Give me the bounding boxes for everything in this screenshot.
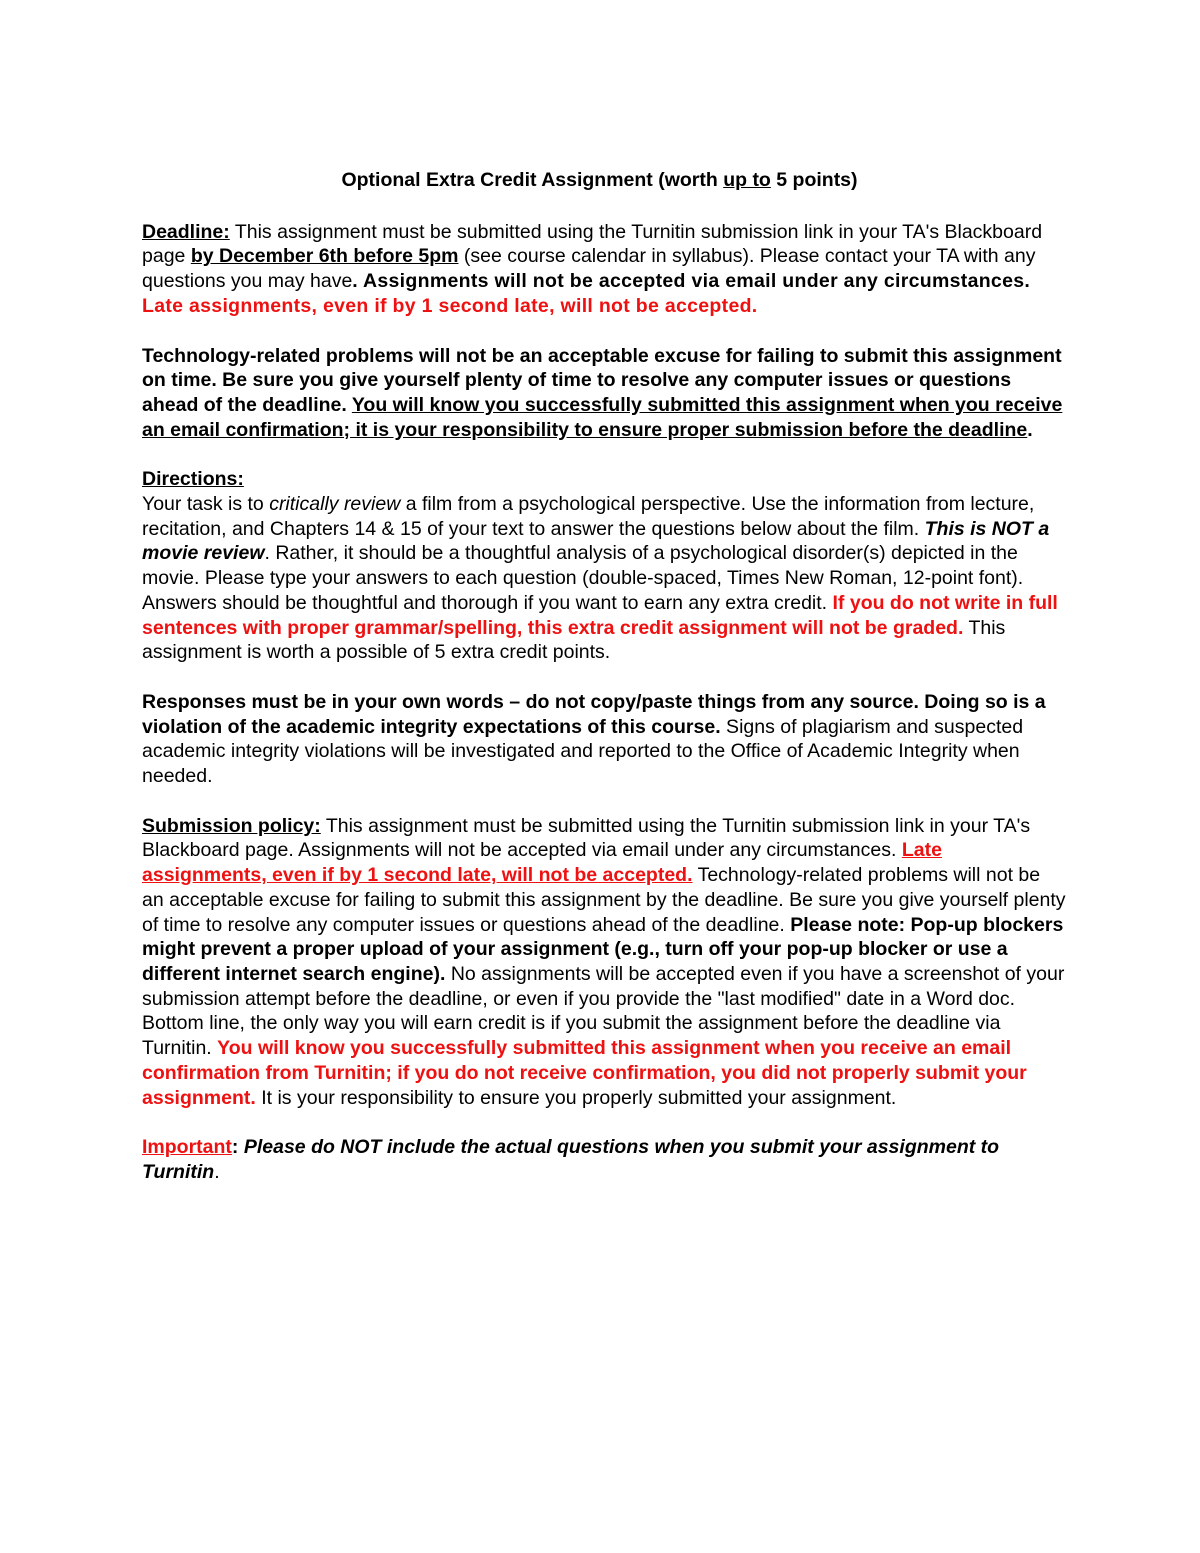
submission-label: Submission policy: <box>142 814 321 837</box>
technology-end: . <box>1027 418 1033 441</box>
directions-not-movie-review: This is NOT a movie review <box>142 517 1050 565</box>
responses-text: Signs of plagiarism and suspected academic integrity violations will be investigated and reported to the Office of Academic Integrity when needed. <box>142 715 1024 788</box>
technology-warning: Technology-related problems will not be an acceptable excuse for failing to submit this assignment on time. Be sure you give yourself plenty of time to resolve any computer issues or questions ahead of the deadline. <box>142 344 1062 416</box>
directions-text-4: This assignment is worth a possible of 5 extra credit points. <box>142 616 1006 664</box>
important-paragraph <box>142 1135 1067 1184</box>
deadline-text: This assignment must be submitted using the Turnitin submission link in your TA's Blackboard page <box>142 220 1043 268</box>
responses-paragraph <box>142 690 1067 789</box>
document-title <box>142 168 1067 193</box>
directions-text-3: . Rather, it should be a thoughtful analysis of a psychological disorder(s) depicted in the movie. Please type your answers to each question (double-spaced, Times New Roman, 12-point font). Answers should be thoughtful and thorough if you want to earn any extra credit. <box>142 542 1024 614</box>
submission-text-4: It is your responsibility to ensure you properly submitted your assignment. <box>255 1086 897 1109</box>
submission-popup-note: Please note: Pop-up blockers might prevent a proper upload of your assignment (e.g., turn off your pop-up blocker or use a different internet search engine). <box>142 913 1064 985</box>
submission-text-2: Technology-related problems will not be an acceptable excuse for failing to submit this assignment by the deadline. Be sure you give yourself plenty of time to resolve any computer issues or questions ahead of the deadline. <box>142 864 1066 936</box>
important-note: Please do NOT include the actual questions when you submit your assignment to Turnitin <box>142 1136 1000 1183</box>
directions-label: Directions: <box>142 468 244 491</box>
important-colon: : <box>231 1136 244 1159</box>
important-end: . <box>214 1160 220 1183</box>
deadline-paragraph <box>142 220 1067 319</box>
submission-confirmation-warning: You will know you successfully submitted this assignment when you receive an email confirmation from Turnitin; if you do not receive confirmation, you did not properly submit your assignment. <box>142 1037 1027 1109</box>
title-text-end: 5 points) <box>770 169 858 191</box>
technology-confirmation-note: You will know you successfully submitted this assignment when you receive an email confirmation; it is your responsibility to ensure proper submission before the deadline <box>142 393 1063 441</box>
directions-critically-review: critically review <box>269 493 401 516</box>
deadline-label: Deadline: <box>142 220 230 243</box>
important-label: Important <box>142 1136 232 1159</box>
title-underlined-text: up to <box>723 169 771 191</box>
deadline-late-warning: Late assignments, even if by 1 second late, will not be accepted. <box>142 294 758 317</box>
deadline-text-2: (see course calendar in syllabus). Please contact your TA with any questions you may have <box>142 245 1036 293</box>
directions-paragraph <box>142 467 1067 665</box>
technology-paragraph <box>142 344 1067 443</box>
deadline-date: by December 6th before 5pm <box>190 245 459 268</box>
submission-paragraph <box>142 814 1067 1110</box>
submission-text: This assignment must be submitted using the Turnitin submission link in your TA's Blackboard page. Assignments will not be accepted via email under any circumstances. <box>142 814 1031 862</box>
submission-text-3: No assignments will be accepted even if you have a screenshot of your submission attempt before the deadline, or even if you provide the "last modified" date in a Word doc. Bottom line, the only way you will earn credit is if you submit the assignment before the deadline via Turnitin. <box>142 962 1065 1060</box>
title-text: Optional Extra Credit Assignment (worth <box>341 169 724 191</box>
directions-text-2: a film from a psychological perspective. Use the information from lecture, recitation, and Chapters 14 & 15 of your text to answer the questions below about the film. <box>142 493 1035 540</box>
document-body <box>142 168 1067 1210</box>
directions-text: Your task is to <box>142 493 270 516</box>
deadline-email-warning: . Assignments will not be accepted via email under any circumstances. <box>352 270 1031 293</box>
responses-warning: Responses must be in your own words – do not copy/paste things from any source. Doing so is a violation of the academic integrity expectations of this course. <box>142 690 1046 738</box>
directions-grammar-warning: If you do not write in full sentences with proper grammar/spelling, this extra credit assignment will not be graded. <box>142 591 1058 639</box>
submission-late-warning: Late assignments, even if by 1 second late, will not be accepted. <box>142 839 942 887</box>
